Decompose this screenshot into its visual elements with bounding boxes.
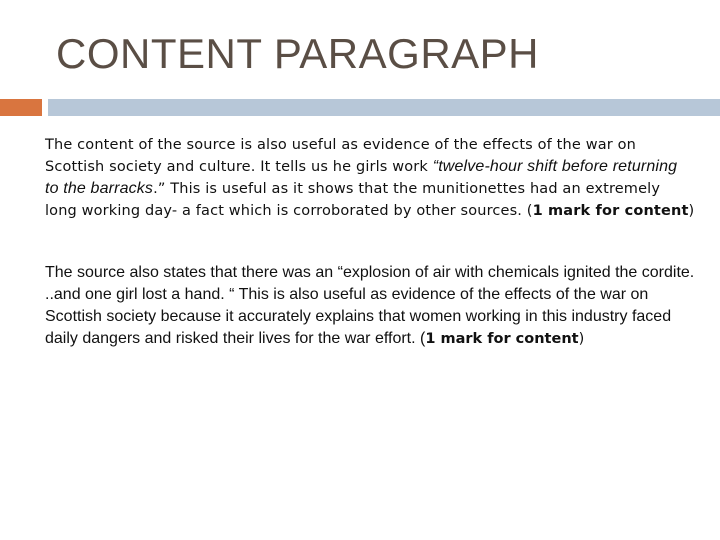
paragraph-1-mark: 1 mark for content — [532, 203, 689, 219]
paragraph-2-quote: “explosion of air with chemicals ignited the cordite. ..and one girl lost a hand. “ This is also useful as evidence of the effects of the war on Scottish society because it accurately explains that women working in this industry faced daily dangers and risked their lives for the war effort. ( — [45, 264, 695, 347]
paragraph-2-mark: 1 mark for content — [425, 331, 579, 347]
paragraph-1-after-quote: .” This is useful as it shows that the munitionettes had an extremely long working day- a fact which is corroborated by other sources. ( — [45, 181, 661, 219]
paragraph-2-close: ) — [578, 331, 585, 347]
paragraph-2-lead: The source also states that there was an — [45, 264, 338, 281]
content-paragraph-1 — [45, 134, 695, 222]
paragraph-1-quote: “twelve-hour shift before returning to the barracks — [45, 158, 678, 197]
paragraph-1-intro: The content of the source is also useful as evidence of the effects of the war on Scottish society and culture. It tells us he girls work — [45, 137, 636, 175]
content-paragraph-2 — [45, 262, 695, 350]
accent-bar-orange — [0, 99, 42, 116]
paragraph-1-close: ) — [688, 203, 695, 219]
accent-bar-blue — [48, 99, 720, 116]
slide-title: CONTENT PARAGRAPH — [56, 30, 540, 77]
